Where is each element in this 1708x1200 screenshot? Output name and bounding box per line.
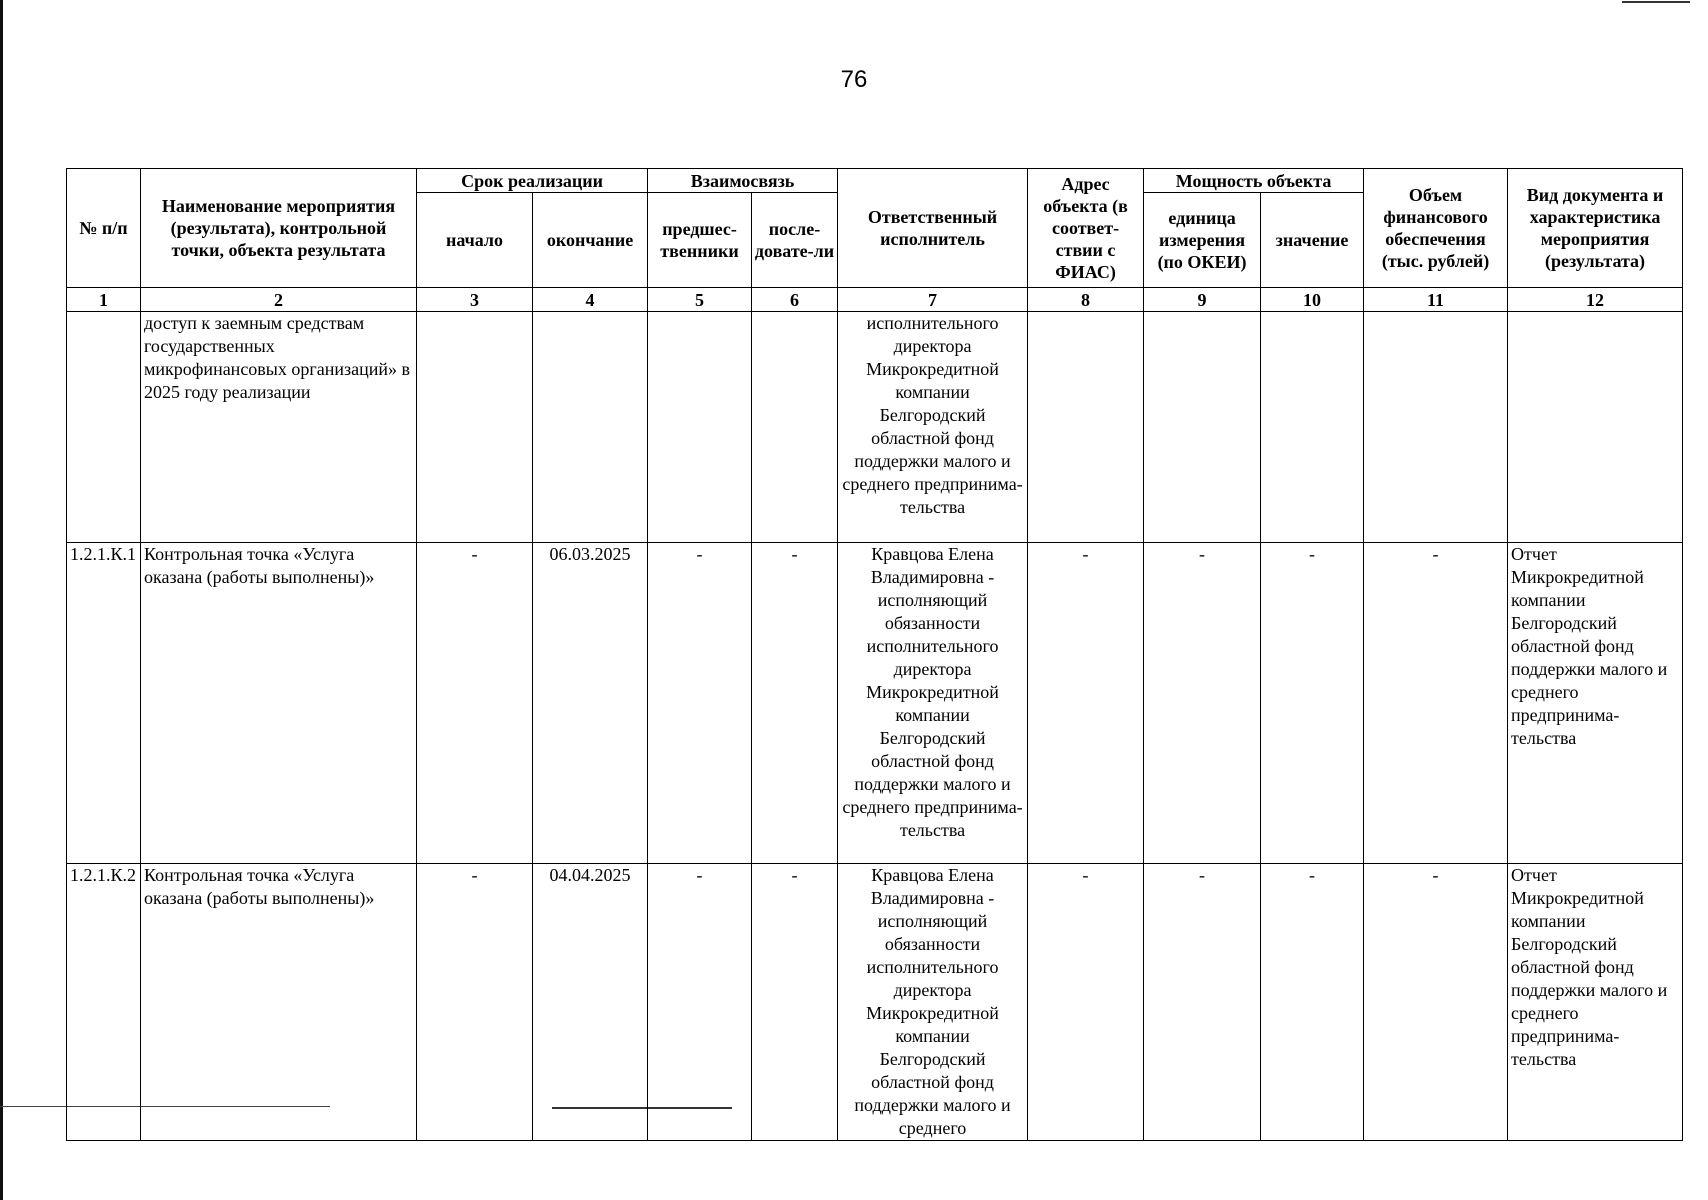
row-doc bbox=[1508, 312, 1683, 543]
row-next: - bbox=[752, 864, 838, 1141]
row-name: Контрольная точка «Услуга оказана (работы выполнены)» bbox=[141, 864, 417, 1141]
row-start: - bbox=[417, 543, 533, 864]
row-prev: - bbox=[648, 864, 752, 1141]
row-doc: Отчет Микрокредитной компании Белгородский областной фонд поддержки малого и среднего предпринима-тельства bbox=[1508, 543, 1683, 864]
column-number: 9 bbox=[1144, 288, 1261, 312]
header-responsible: Ответственный исполнитель bbox=[838, 169, 1028, 288]
row-doc: Отчет Микрокредитной компании Белгородский областной фонд поддержки малого и среднего предпринима-тельства bbox=[1508, 864, 1683, 1141]
row-end: 04.04.2025 bbox=[533, 864, 648, 1141]
row-address: - bbox=[1028, 864, 1144, 1141]
header-link-next: после-довате-ли bbox=[752, 193, 838, 288]
column-number: 11 bbox=[1364, 288, 1508, 312]
row-address: - bbox=[1028, 543, 1144, 864]
header-capacity-value: значение bbox=[1261, 193, 1364, 288]
row-start bbox=[417, 312, 533, 543]
row-unit bbox=[1144, 312, 1261, 543]
table-row bbox=[67, 864, 1683, 1141]
row-name: доступ к заемным средствам государственных микрофинансовых организаций» в 2025 году реализации bbox=[141, 312, 417, 543]
header-term-start: начало bbox=[417, 193, 533, 288]
row-end bbox=[533, 312, 648, 543]
row-address bbox=[1028, 312, 1144, 543]
row-next: - bbox=[752, 543, 838, 864]
header-name: Наименование мероприятия (результата), контрольной точки, объекта результата bbox=[141, 169, 417, 288]
row-name: Контрольная точка «Услуга оказана (работы выполнены)» bbox=[141, 543, 417, 864]
row-start: - bbox=[417, 864, 533, 1141]
row-end: 06.03.2025 bbox=[533, 543, 648, 864]
column-number: 7 bbox=[838, 288, 1028, 312]
scan-mark-top-right bbox=[1622, 1, 1690, 3]
header-address: Адрес объекта (в соответ-ствии с ФИАС) bbox=[1028, 169, 1144, 288]
header-capacity-unit: единица измерения (по ОКЕИ) bbox=[1144, 193, 1261, 288]
row-finance bbox=[1364, 312, 1508, 543]
column-number: 5 bbox=[648, 288, 752, 312]
row-next bbox=[752, 312, 838, 543]
header-row-top bbox=[67, 169, 1683, 193]
column-number: 2 bbox=[141, 288, 417, 312]
column-number: 12 bbox=[1508, 288, 1683, 312]
row-unit: - bbox=[1144, 864, 1261, 1141]
row-responsible: Кравцова Елена Владимировна - исполняющий обязанности исполнительного директора Микрокредитной компании Белгородский областной фонд поддержки малого и среднего предпринима-тельства bbox=[838, 543, 1028, 864]
row-num: 1.2.1.К.1 bbox=[67, 543, 141, 864]
row-num bbox=[67, 312, 141, 543]
column-number: 6 bbox=[752, 288, 838, 312]
row-responsible: исполнительного директора Микрокредитной компании Белгородский областной фонд поддержки малого и среднего предпринима-тельства bbox=[838, 312, 1028, 543]
row-prev: - bbox=[648, 543, 752, 864]
plan-table bbox=[66, 168, 1683, 1141]
column-number: 4 bbox=[533, 288, 648, 312]
row-prev bbox=[648, 312, 752, 543]
row-finance: - bbox=[1364, 864, 1508, 1141]
column-number: 1 bbox=[67, 288, 141, 312]
table-row bbox=[67, 543, 1683, 864]
header-capacity: Мощность объекта bbox=[1144, 169, 1364, 193]
row-unit: - bbox=[1144, 543, 1261, 864]
column-number: 10 bbox=[1261, 288, 1364, 312]
page-number: 76 bbox=[840, 66, 868, 93]
header-finance: Объем финансового обеспечения (тыс. рублей) bbox=[1364, 169, 1508, 288]
column-number-row bbox=[67, 288, 1683, 312]
row-value: - bbox=[1261, 543, 1364, 864]
header-num: № п/п bbox=[67, 169, 141, 288]
column-number: 3 bbox=[417, 288, 533, 312]
scan-edge bbox=[0, 0, 3, 1200]
row-value: - bbox=[1261, 864, 1364, 1141]
table-row bbox=[67, 312, 1683, 543]
column-number: 8 bbox=[1028, 288, 1144, 312]
row-num: 1.2.1.К.2 bbox=[67, 864, 141, 1141]
row-responsible: Кравцова Елена Владимировна - исполняющий обязанности исполнительного директора Микрокредитной компании Белгородский областной фонд поддержки малого и среднего bbox=[838, 864, 1028, 1141]
header-term-end: окончание bbox=[533, 193, 648, 288]
header-doc: Вид документа и характеристика мероприятия (результата) bbox=[1508, 169, 1683, 288]
header-term: Срок реализации bbox=[417, 169, 648, 193]
row-value bbox=[1261, 312, 1364, 543]
header-link-prev: предшес-твенники bbox=[648, 193, 752, 288]
header-link: Взаимосвязь bbox=[648, 169, 838, 193]
row-finance: - bbox=[1364, 543, 1508, 864]
